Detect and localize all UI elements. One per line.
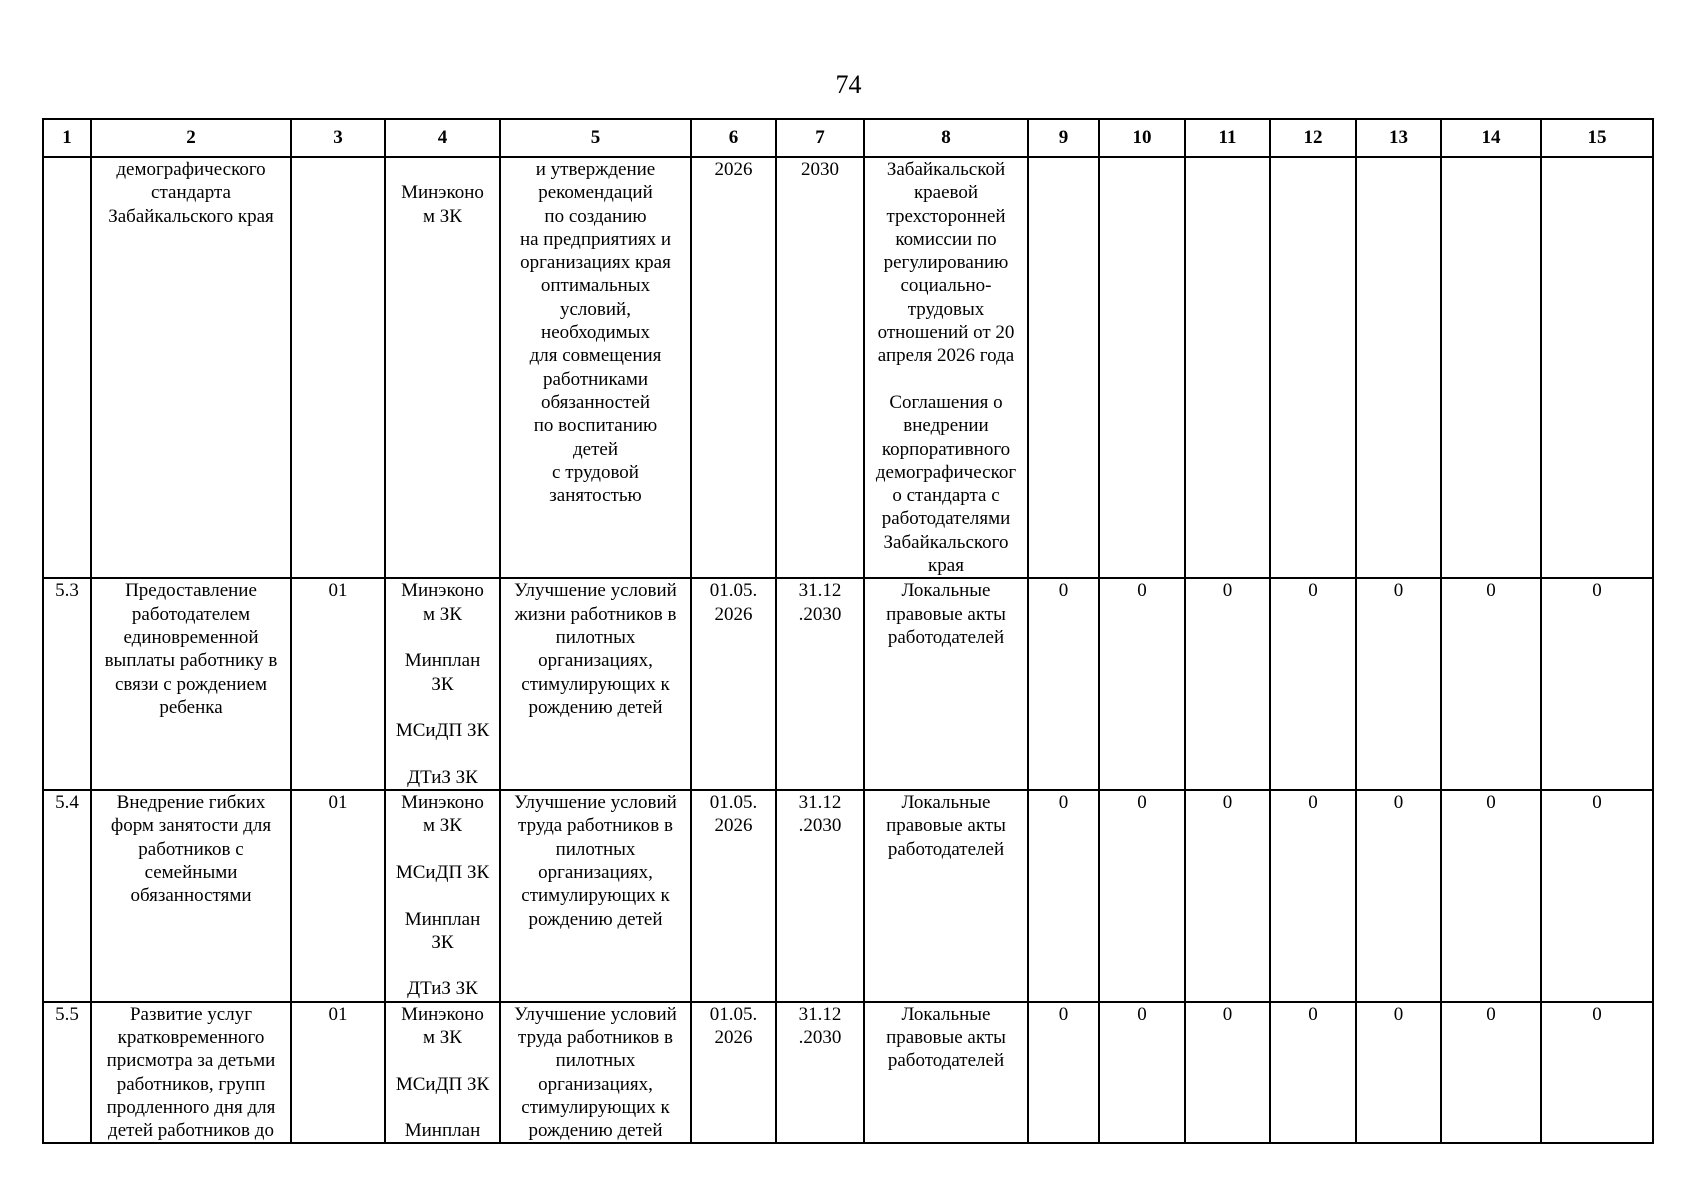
cell-col9: 0 <box>1028 578 1099 790</box>
cell-number: 5.4 <box>43 790 91 1002</box>
table-row-5-5 <box>43 1002 1653 1144</box>
table-row-5-4 <box>43 790 1653 1002</box>
cell-col13: 0 <box>1356 1002 1441 1144</box>
header-cell-8: 8 <box>864 119 1028 157</box>
plan-table <box>42 118 1654 1144</box>
cell-event: Развитие услуг кратковременного присмотра за детьми работников, групп продленного дня для детей работников до <box>91 1002 291 1144</box>
table-row-5-3 <box>43 578 1653 790</box>
header-cell-7: 7 <box>776 119 864 157</box>
cell-end-date: 31.12 .2030 <box>776 790 864 1002</box>
cell-responsible: Минэконо м ЗК <box>385 157 500 578</box>
cell-responsible: Минэконо м ЗК МСиДП ЗК Минплан <box>385 1002 500 1144</box>
cell-col9 <box>1028 157 1099 578</box>
cell-end-date: 2030 <box>776 157 864 578</box>
cell-col14: 0 <box>1441 578 1541 790</box>
cell-number <box>43 157 91 578</box>
cell-document: Локальные правовые акты работодателей <box>864 578 1028 790</box>
header-cell-13: 13 <box>1356 119 1441 157</box>
header-cell-3: 3 <box>291 119 385 157</box>
cell-col3: 01 <box>291 1002 385 1144</box>
cell-start-date: 01.05. 2026 <box>691 1002 776 1144</box>
cell-col15: 0 <box>1541 790 1653 1002</box>
cell-start-date: 01.05. 2026 <box>691 790 776 1002</box>
cell-col13: 0 <box>1356 578 1441 790</box>
cell-col11 <box>1185 157 1270 578</box>
cell-result: Улучшение условий труда работников в пилотных организациях, стимулирующих к рождению детей <box>500 790 691 1002</box>
header-cell-15: 15 <box>1541 119 1653 157</box>
cell-number: 5.3 <box>43 578 91 790</box>
cell-col9: 0 <box>1028 790 1099 1002</box>
cell-col10: 0 <box>1099 790 1185 1002</box>
cell-col12 <box>1270 157 1356 578</box>
cell-col11: 0 <box>1185 1002 1270 1144</box>
header-cell-12: 12 <box>1270 119 1356 157</box>
header-cell-2: 2 <box>91 119 291 157</box>
cell-start-date: 01.05. 2026 <box>691 578 776 790</box>
cell-col3: 01 <box>291 790 385 1002</box>
header-row <box>43 119 1653 157</box>
cell-col14: 0 <box>1441 1002 1541 1144</box>
header-cell-14: 14 <box>1441 119 1541 157</box>
cell-number: 5.5 <box>43 1002 91 1144</box>
cell-col10 <box>1099 157 1185 578</box>
cell-col15: 0 <box>1541 1002 1653 1144</box>
cell-document: Локальные правовые акты работодателей <box>864 790 1028 1002</box>
cell-end-date: 31.12 .2030 <box>776 1002 864 1144</box>
cell-event: Внедрение гибких форм занятости для работников с семейными обязанностями <box>91 790 291 1002</box>
cell-col10: 0 <box>1099 578 1185 790</box>
header-cell-4: 4 <box>385 119 500 157</box>
header-cell-6: 6 <box>691 119 776 157</box>
page-number: 74 <box>835 70 862 99</box>
cell-col14 <box>1441 157 1541 578</box>
cell-document: Локальные правовые акты работодателей <box>864 1002 1028 1144</box>
cell-col13 <box>1356 157 1441 578</box>
cell-col13: 0 <box>1356 790 1441 1002</box>
cell-start-date: 2026 <box>691 157 776 578</box>
cell-col12: 0 <box>1270 1002 1356 1144</box>
table-row-continuation <box>43 157 1653 578</box>
header-cell-5: 5 <box>500 119 691 157</box>
cell-col15 <box>1541 157 1653 578</box>
cell-document: Забайкальской краевой трехсторонней комиссии по регулированию социально- трудовых отношений от 20 апреля 2026 года Соглашения о внедрении корпоративного демографическог о стандарта с работодателями Забайкальского края <box>864 157 1028 578</box>
cell-responsible: Минэконо м ЗК Минплан ЗК МСиДП ЗК ДТиЗ ЗК <box>385 578 500 790</box>
cell-col3: 01 <box>291 578 385 790</box>
cell-event: демографического стандарта Забайкальского края <box>91 157 291 578</box>
cell-responsible: Минэконо м ЗК МСиДП ЗК Минплан ЗК ДТиЗ ЗК <box>385 790 500 1002</box>
cell-col14: 0 <box>1441 790 1541 1002</box>
cell-col11: 0 <box>1185 578 1270 790</box>
cell-col15: 0 <box>1541 578 1653 790</box>
cell-col10: 0 <box>1099 1002 1185 1144</box>
header-cell-1: 1 <box>43 119 91 157</box>
cell-col12: 0 <box>1270 578 1356 790</box>
header-cell-9: 9 <box>1028 119 1099 157</box>
cell-end-date: 31.12 .2030 <box>776 578 864 790</box>
header-cell-10: 10 <box>1099 119 1185 157</box>
cell-result: и утверждение рекомендаций по созданию на предприятиях и организациях края оптимальных условий, необходимых для совмещения работниками обязанностей по воспитанию детей с трудовой занятостью <box>500 157 691 578</box>
cell-result: Улучшение условий жизни работников в пилотных организациях, стимулирующих к рождению детей <box>500 578 691 790</box>
cell-result: Улучшение условий труда работников в пилотных организациях, стимулирующих к рождению детей <box>500 1002 691 1144</box>
cell-col11: 0 <box>1185 790 1270 1002</box>
cell-event: Предоставление работодателем единовременной выплаты работнику в связи с рождением ребенка <box>91 578 291 790</box>
cell-col9: 0 <box>1028 1002 1099 1144</box>
cell-col3 <box>291 157 385 578</box>
cell-col12: 0 <box>1270 790 1356 1002</box>
header-cell-11: 11 <box>1185 119 1270 157</box>
